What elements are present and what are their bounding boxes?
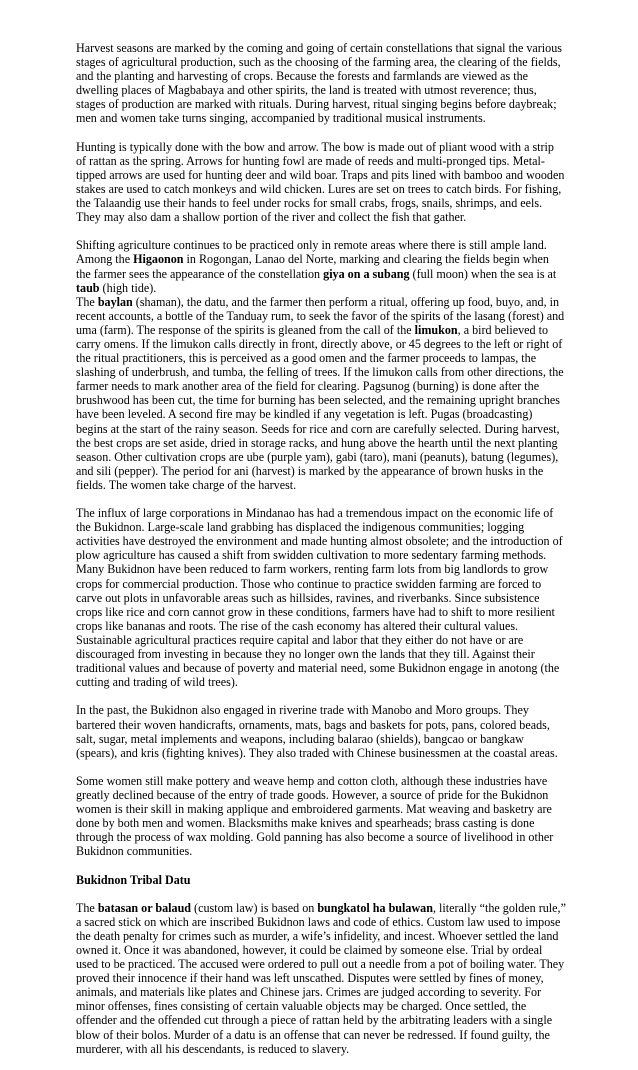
paragraph-corporations-impact <box>76 506 566 689</box>
paragraph-riverine-trade <box>76 703 566 759</box>
paragraph-text: (high tide). <box>99 280 157 295</box>
paragraph-text: The influx of large corporations in Mindanao has had a tremendous impact on the economic life of the Bukidnon. Large-scale land grabbing has displaced the indigenous communities; logging activities have destroyed the environment and made hunting almost obsolete; and the introduction of plow agriculture has caused a shift from swidden cultivation to more sedentary farming methods. Many Bukidnon have been reduced to farm workers, renting farm lots from big landlords to grow crops for commercial production. Those who continue to practice swidden farming are forced to carve out plots in unfavorable areas such as hillsides, ravines, and riverbanks. Since subsistence crops like rice and corn cannot grow in these conditions, farmers have had to shift to more resilient crops like bananas and roots. The rise of the cash economy has altered their cultural values. Sustainable agricultural practices require capital and labor that they either do not have or are discouraged from investing in because they no longer own the lands that they till. Against their traditional values and because of poverty and material need, some Bukidnon engage in anotong (the cutting and trading of wild trees). <box>76 506 563 690</box>
paragraph-text: The <box>76 294 98 309</box>
paragraph-text: Some women still make pottery and weave hemp and cotton cloth, although these industries have greatly declined because of the entry of trade goods. However, a source of pride for the Bukidnon women is their skill in making applique and embroidered garments. Mat weaving and basketry are done by both men and women. Blacksmiths make knives and spearheads; brass casting is done through the process of wax molding. Gold panning has also become a source of livelihood in other Bukidnon communities. <box>76 773 554 859</box>
paragraph-text: (custom law) is based on <box>191 900 318 915</box>
bold-term-batasan: batasan or balaud <box>97 900 192 915</box>
paragraph-text: , literally “the golden rule,” a sacred stick on which are inscribed Bukidnon laws and code of ethics. Custom law used to impose the death penalty for crimes such as murder, a wife’s infidelity, and incest. Whoever settled the land owned it. Once it was abandoned, however, it could be claimed by someone else. Trial by ordeal used to be practiced. The accused were ordered to pull out a needle from a pot of boiling water. They proved their innocence if their hand was left unscathed. Disputes were settled by fines of money, animals, and materials like plates and Chinese jars. Crimes are judged according to severity. For minor offenses, fines consisting of certain valuable objects may be charged. Once settled, the offender and the offended cut through a piece of rattan held by the arbitrating leaders with a single blow of their bolos. Murder of a datu is an offense that can never be redressed. If found guilty, the murderer, with all his descendants, is reduced to slavery. <box>76 900 566 1056</box>
bold-term-higaonon: Higaonon <box>133 252 184 267</box>
bold-term-taub: taub <box>76 280 100 295</box>
paragraph-text: Hunting is typically done with the bow and arrow. The bow is made out of pliant wood with a strip of rattan as the spring. Arrows for hunting fowl are made of reeds and multi-pronged tips. Metal-tipped arrows are used for hunting deer and wild boar. Traps and pits lined with bamboo and wooden stakes are used to catch monkeys and wild chicken. Lures are set on trees to catch birds. For fishing, the Talaandig use their hands to feel under rocks for small crabs, frogs, snails, shrimps, and eels. They may also dam a shallow portion of the river and collect the fish that gather. <box>76 139 565 225</box>
bold-term-limukon: limukon <box>414 322 458 337</box>
paragraph-harvest-seasons <box>76 41 566 126</box>
paragraph-shifting-agriculture <box>76 238 566 492</box>
paragraph-crafts <box>76 774 566 859</box>
paragraph-text: The <box>76 900 98 915</box>
bold-term-baylan: baylan <box>97 294 133 309</box>
paragraph-text: in Rogongan, Lanao del Norte, marking and clearing the fields begin when the farmer sees the appearance of the constellation <box>76 252 549 281</box>
paragraph-text: Harvest seasons are marked by the coming and going of certain constellations that signal the various stages of agricultural production, such as the choosing of the farming area, the clearing of the fields, and the planting and harvesting of crops. Because the forests and farmlands are viewed as the dwelling places of Magbabaya and other spirits, the land is treated with utmost reverence; thus, stages of production are marked with rituals. During harvest, ritual singing begins before daybreak; men and women take turns singing, accompanied by traditional musical instruments. <box>76 41 562 126</box>
paragraph-text: (shaman), the datu, and the farmer then perform a ritual, offering up food, buyo, and, in recent accounts, a bottle of the Tanduay rum, to seek the favor of the spirits of the lasang (forest) and uma (farm). The response of the spirits is gleaned from the call of the <box>76 294 565 337</box>
bold-term-bungkatol: bungkatol ha bulawan <box>317 900 433 915</box>
paragraph-text: , a bird believed to carry omens. If the limukon calls directly in front, directly above, or 45 degrees to the left or right of the ritual practitioners, this is perceived as a good omen and the farmer proceeds to lampas, the slashing of underbrush, and tumba, the felling of trees. If the limukon calls from other directions, the farmer needs to mark another area of the field for clearing. Pagsunog (burning) is done after the brushwood has been cut, the time for burning has been selected, and the remaining upright branches have been leveled. A second fire may be kindled if any vegetation is left. Pugas (broadcasting) begins at the start of the rainy season. Seeds for rice and corn are carefully selected. During harvest, the best crops are set aside, dried in storage racks, and hung above the hearth until the next planting season. Other cultivation crops are ube (purple yam), gabi (taro), mani (peanuts), batung (legumes), and sili (pepper). The period for ani (harvest) is marked by the appearance of brown husks in the fields. The women take charge of the harvest. <box>76 322 564 492</box>
paragraph-text: (full moon) when the sea is at <box>409 266 557 281</box>
paragraph-text: Shifting agriculture continues to be practiced only in remote areas where there is still ample land. Among the <box>76 238 547 267</box>
document-page <box>76 41 566 1070</box>
bold-term-giya-on-a-subang: giya on a subang <box>323 266 410 281</box>
paragraph-hunting <box>76 140 566 225</box>
paragraph-custom-law <box>76 901 566 1056</box>
section-heading: Bukidnon Tribal Datu <box>76 872 191 887</box>
paragraph-text: In the past, the Bukidnon also engaged in riverine trade with Manobo and Moro groups. They bartered their woven handicrafts, ornaments, mats, bags and baskets for pots, pans, colored beads, salt, sugar, metal implements and weapons, including balarao (shields), bangcao or bangkaw (spears), and kris (fighting knives). They also traded with Chinese businessmen at the coastal areas. <box>76 703 558 760</box>
